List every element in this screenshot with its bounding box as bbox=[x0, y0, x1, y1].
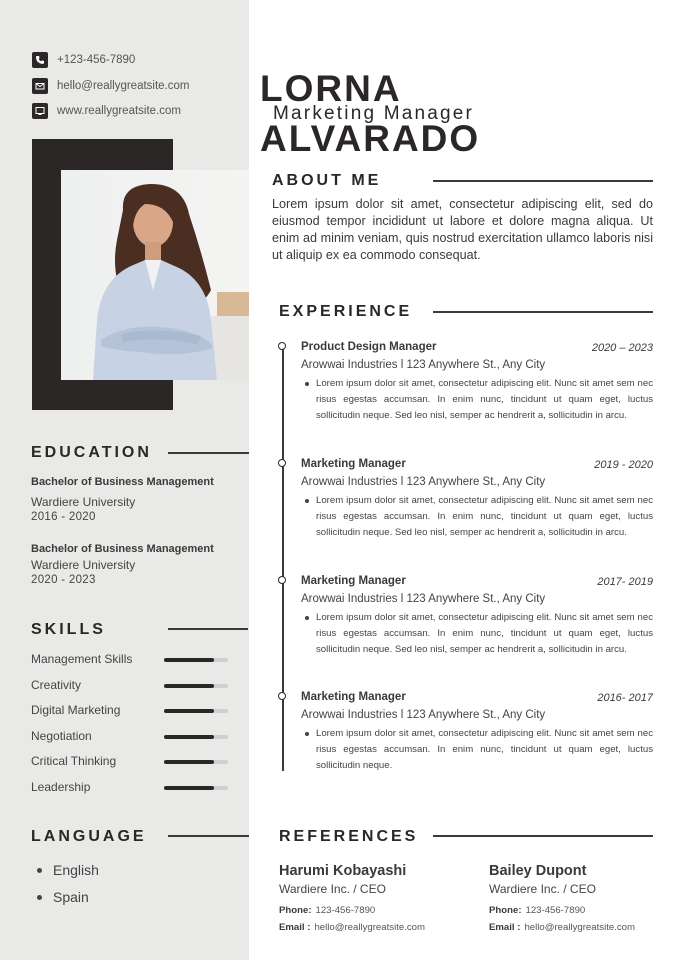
reference-phone: Phone: 123-456-7890 bbox=[279, 905, 376, 916]
skills-divider bbox=[168, 628, 248, 630]
timeline-dot bbox=[278, 692, 286, 700]
job-company: Arowwai Industries l 123 Anywhere St., Any City bbox=[301, 359, 546, 371]
skill-bar bbox=[164, 760, 228, 764]
education-divider bbox=[168, 452, 249, 454]
reference-company: Wardiere Inc. / CEO bbox=[489, 882, 596, 896]
reference-name: Harumi Kobayashi bbox=[279, 863, 407, 879]
skill-name: Negotiation bbox=[31, 729, 92, 743]
education-title: EDUCATION bbox=[31, 444, 152, 461]
job-date: 2019 - 2020 bbox=[594, 459, 653, 471]
skill-name: Leadership bbox=[31, 780, 91, 794]
language-divider bbox=[168, 835, 249, 837]
website-text: www.reallygreatsite.com bbox=[57, 105, 181, 117]
reference-email: Email : hello@reallygreatsite.com bbox=[279, 922, 425, 933]
job-title: Marketing Manager bbox=[301, 458, 406, 470]
job-title: Marketing Manager bbox=[301, 575, 406, 587]
phone-text: +123-456-7890 bbox=[57, 54, 136, 66]
skill-bar bbox=[164, 735, 228, 739]
education-school: Wardiere University bbox=[31, 495, 136, 509]
job-title: Marketing Manager bbox=[301, 691, 406, 703]
references-title: REFERENCES bbox=[279, 828, 419, 845]
bullet-dot bbox=[305, 499, 309, 503]
job-company: Arowwai Industries l 123 Anywhere St., Any City bbox=[301, 476, 546, 488]
bullet-dot bbox=[305, 616, 309, 620]
email-text: hello@reallygreatsite.com bbox=[57, 80, 190, 92]
phone-icon bbox=[32, 52, 48, 68]
job-date: 2016- 2017 bbox=[597, 692, 653, 704]
timeline-line bbox=[282, 346, 284, 771]
reference-phone: Phone: 123-456-7890 bbox=[489, 905, 586, 916]
job-description: Lorem ipsum dolor sit amet, consectetur adipiscing elit. Nunc sit amet sem nec risus egestas accumsan. In enim nunc, tincidunt ut quam eget, luctus sollicitudin neque. bbox=[316, 728, 653, 771]
job-company: Arowwai Industries l 123 Anywhere St., Any City bbox=[301, 709, 546, 721]
language-title: LANGUAGE bbox=[31, 828, 147, 845]
profile-photo bbox=[61, 170, 249, 380]
education-degree: Bachelor of Business Management bbox=[31, 476, 214, 488]
job-company: Arowwai Industries l 123 Anywhere St., Any City bbox=[301, 593, 546, 605]
skill-name: Creativity bbox=[31, 678, 82, 692]
references-divider bbox=[433, 835, 653, 837]
name-first: LORNA bbox=[260, 68, 402, 109]
about-title: ABOUT ME bbox=[272, 172, 382, 189]
education-school: Wardiere University bbox=[31, 558, 136, 572]
contact-email bbox=[32, 78, 189, 94]
skill-bar bbox=[164, 684, 228, 688]
contact-phone bbox=[32, 52, 135, 68]
experience-title: EXPERIENCE bbox=[279, 303, 413, 320]
job-description: Lorem ipsum dolor sit amet, consectetur adipiscing elit. Nunc sit amet sem nec risus egestas accumsan. In enim nunc, tincidunt ut quam eget, luctus sollicitudin neque. Sed leo nisl, semper ac hendrerit a, sollicitudin in arcu. bbox=[316, 378, 653, 421]
skill-bar bbox=[164, 709, 228, 713]
contact-website bbox=[32, 103, 181, 119]
job-date: 2020 – 2023 bbox=[591, 342, 653, 354]
reference-company: Wardiere Inc. / CEO bbox=[279, 882, 386, 896]
skills-title: SKILLS bbox=[31, 621, 106, 638]
job-role: Marketing Manager bbox=[273, 103, 475, 124]
timeline-dot bbox=[278, 459, 286, 467]
education-degree: Bachelor of Business Management bbox=[31, 543, 214, 555]
reference-name: Bailey Dupont bbox=[489, 863, 587, 879]
skill-name: Critical Thinking bbox=[31, 754, 117, 768]
skill-bar bbox=[164, 786, 228, 790]
experience-divider bbox=[433, 311, 653, 313]
job-description: Lorem ipsum dolor sit amet, consectetur adipiscing elit. Nunc sit amet sem nec risus egestas accumsan. In enim nunc, tincidunt ut quam eget, luctus sollicitudin neque. Sed leo nisl, semper ac hendrerit a, sollicitudin in arcu. bbox=[316, 495, 653, 538]
about-text: Lorem ipsum dolor sit amet, consectetur adipiscing elit, sed do eiusmod tempor incididunt ut labore et dolore magna aliqua. Ut enim ad minim veniam, quis nostrud exercitation ullamco laboris nisi ut aliquip ex ea commodo consequat. bbox=[272, 197, 653, 262]
envelope-icon bbox=[32, 78, 48, 94]
timeline-dot bbox=[278, 576, 286, 584]
education-years: 2020 - 2023 bbox=[31, 574, 96, 586]
job-date: 2017- 2019 bbox=[597, 576, 653, 588]
job-description: Lorem ipsum dolor sit amet, consectetur adipiscing elit. Nunc sit amet sem nec risus egestas accumsan. In enim nunc, tincidunt ut quam eget, luctus sollicitudin neque. Sed leo nisl, semper ac hendrerit a, sollicitudin in arcu. bbox=[316, 612, 653, 655]
name-last: ALVARADO bbox=[260, 118, 481, 159]
skill-name: Management Skills bbox=[31, 652, 133, 666]
reference-email: Email : hello@reallygreatsite.com bbox=[489, 922, 635, 933]
bullet-dot bbox=[305, 382, 309, 386]
about-divider bbox=[433, 180, 653, 182]
language-item: English bbox=[37, 862, 99, 878]
monitor-icon bbox=[32, 103, 48, 119]
skill-name: Digital Marketing bbox=[31, 703, 121, 717]
timeline-dot bbox=[278, 342, 286, 350]
bullet-dot bbox=[305, 732, 309, 736]
skill-bar bbox=[164, 658, 228, 662]
education-years: 2016 - 2020 bbox=[31, 511, 96, 523]
language-item: Spain bbox=[37, 889, 89, 905]
job-title: Product Design Manager bbox=[301, 341, 437, 353]
